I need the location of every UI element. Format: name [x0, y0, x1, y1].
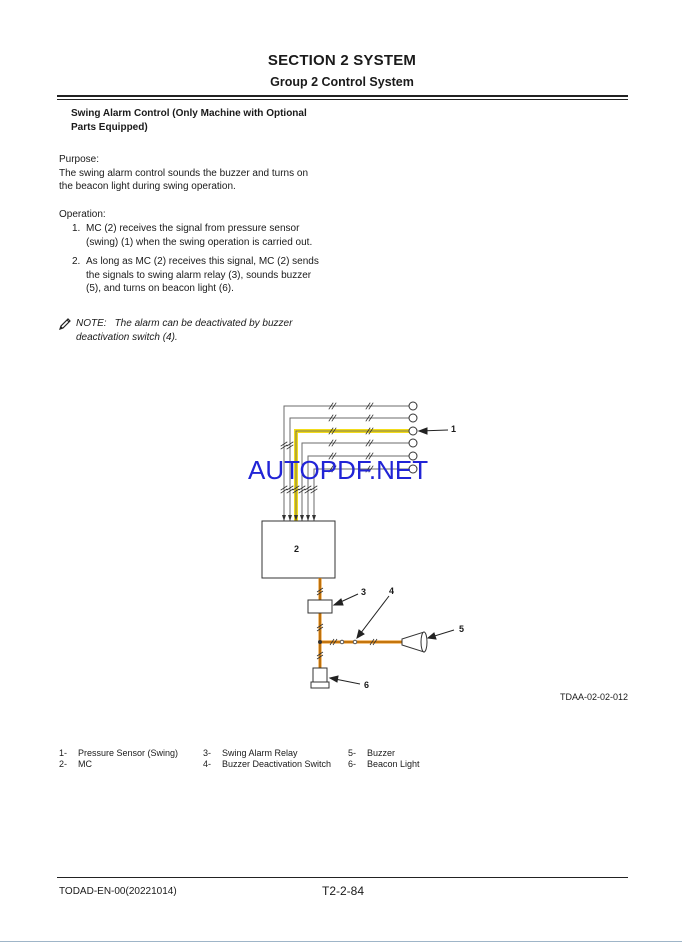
legend-number: 3-	[203, 748, 212, 758]
legend-label: Swing Alarm Relay	[222, 748, 298, 758]
legend-number: 4-	[203, 759, 212, 769]
callout-2: 2	[294, 544, 300, 554]
purpose-line-2: the beacon light during swing operation.	[59, 181, 236, 192]
step-line: (swing) (1) when the swing operation is carried out.	[86, 236, 313, 248]
callout-4: 4	[389, 586, 395, 596]
callout-1: 1	[451, 424, 457, 434]
legend-number: 1-	[59, 748, 68, 758]
callout-3: 3	[361, 587, 367, 597]
legend-item	[59, 748, 178, 760]
footer-rule	[57, 877, 628, 878]
legend-item	[59, 759, 92, 771]
viewer-edge-line	[0, 941, 682, 942]
topic-line-1: Swing Alarm Control (Only Machine with Optional	[71, 108, 307, 119]
step-line: MC (2) receives the signal from pressure sensor	[86, 223, 300, 234]
step-line: As long as MC (2) receives this signal, MC (2) sends	[86, 256, 319, 267]
legend-label: Buzzer Deactivation Switch	[222, 759, 332, 769]
callout-6: 6	[364, 680, 370, 690]
section-title: SECTION 2 SYSTEM	[267, 52, 417, 69]
note-label: NOTE:	[76, 318, 107, 329]
page-number: T2-2-84	[322, 884, 365, 898]
legend-item	[203, 748, 298, 760]
purpose-heading: Purpose:	[59, 154, 100, 165]
legend-label: Buzzer	[367, 748, 396, 758]
legend-label: Pressure Sensor (Swing)	[78, 748, 179, 758]
legend-label: MC	[78, 759, 92, 769]
beacon-light-icon	[311, 668, 329, 688]
legend-number: 5-	[348, 748, 357, 758]
legend-label: Beacon Light	[367, 759, 420, 769]
note-line-2: deactivation switch (4).	[76, 331, 178, 343]
figure-code: TDAA-02-02-012	[560, 692, 629, 702]
callout-5: 5	[459, 624, 465, 634]
legend-number: 6-	[348, 759, 357, 769]
group-title: Group 2 Control System	[270, 75, 414, 89]
step-number: 2.	[72, 256, 81, 267]
relay-icon	[308, 600, 332, 613]
step-line: the signals to swing alarm relay (3), sounds buzzer	[86, 269, 312, 281]
legend-item	[348, 759, 420, 771]
buzzer-icon	[402, 632, 427, 652]
purpose-line-1: The swing alarm control sounds the buzzer and turns on	[59, 167, 309, 179]
topic-line-2: Parts Equipped)	[71, 122, 148, 133]
note-line-1: The alarm can be deactivated by buzzer	[114, 318, 293, 329]
legend-number: 2-	[59, 759, 68, 769]
step-line: (5), and turns on beacon light (6).	[86, 283, 234, 294]
legend-item	[203, 759, 331, 771]
document-code: TODAD-EN-00(20221014)	[59, 886, 177, 897]
legend-item	[348, 748, 395, 760]
step-number: 1.	[72, 223, 81, 234]
operation-heading: Operation:	[59, 209, 106, 220]
watermark-text: AUTOPDF.NET	[248, 455, 429, 485]
